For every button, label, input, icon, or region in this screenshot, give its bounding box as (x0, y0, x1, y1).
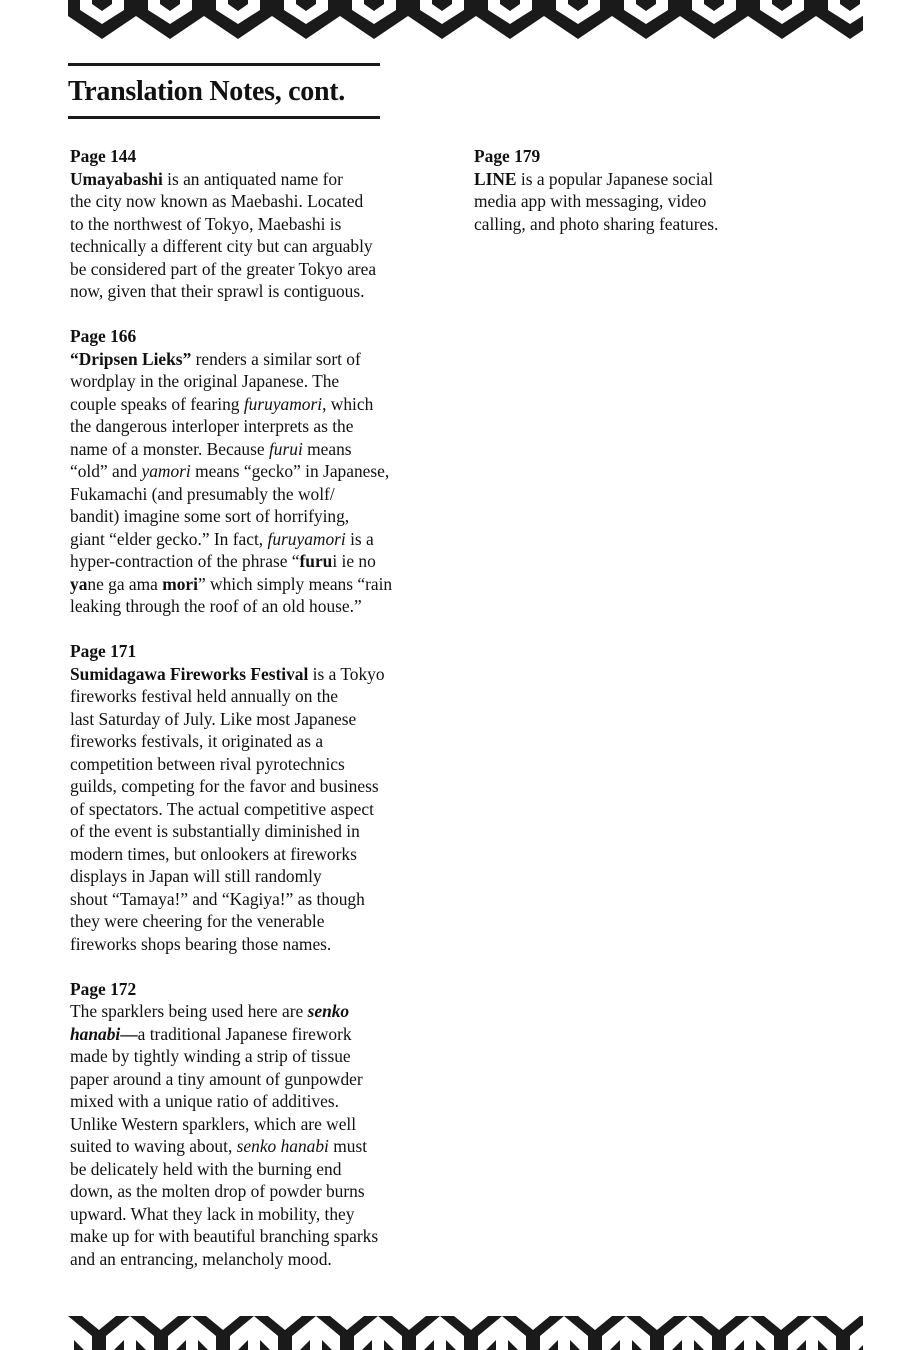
italic-term: furui (268, 438, 303, 459)
left-column (70, 145, 442, 1293)
bold-term: “Dripsen Lieks” (70, 348, 192, 369)
text-line (70, 820, 442, 843)
text-run: is an antiquated name for (162, 168, 343, 189)
text-run: ” which simply means “rain (197, 573, 393, 594)
text-line (70, 1180, 442, 1203)
italic-term: furuyamori (267, 528, 346, 549)
text-line (70, 595, 442, 618)
text-line (70, 528, 442, 551)
text-run: is a popular Japanese social (516, 168, 714, 189)
text-run: “old” and (70, 461, 142, 481)
text-run: a traditional Japanese firework (137, 1023, 352, 1044)
text-line (70, 235, 442, 258)
text-run: be delicately held with the burning end (70, 1158, 342, 1179)
text-run: hyper-contraction of the phrase “ (70, 551, 300, 571)
text-run: bandit) imagine some sort of horrifying, (70, 506, 350, 526)
note-page-heading: Page 144 (70, 146, 137, 166)
text-run: the city now known as Maebashi. Located (70, 191, 364, 211)
text-run: The sparklers being used here are (70, 1001, 308, 1021)
text-run: guilds, competing for the favor and business (70, 776, 379, 796)
text-line (70, 1090, 442, 1113)
text-run: must (328, 1136, 368, 1156)
text-line (70, 1023, 442, 1046)
text-run: make up for with beautiful branching sparks (70, 1226, 379, 1246)
italic-term: senko hanabi (236, 1136, 329, 1156)
text-run: mixed with a unique ratio of additives. (70, 1091, 340, 1111)
text-line (70, 168, 442, 191)
text-line (70, 1248, 442, 1271)
bold-term: furu (299, 551, 333, 571)
text-line (70, 888, 442, 911)
text-run: , which (322, 393, 374, 414)
text-line (70, 933, 442, 956)
text-line (70, 1158, 442, 1181)
text-run: means “gecko” in Japanese, (190, 461, 390, 481)
bold-term: LINE (474, 168, 517, 189)
note-page-166 (70, 325, 442, 618)
right-column (474, 145, 784, 258)
bold-term: senko (307, 1001, 350, 1021)
bold-term: Umayabashi (70, 168, 163, 189)
text-line (70, 775, 442, 798)
text-line (70, 393, 442, 416)
note-body (474, 168, 784, 236)
text-run: of spectators. The actual competitive aspect (70, 798, 374, 819)
text-line (70, 190, 442, 213)
title-rule-top (68, 63, 380, 66)
note-page-heading: Page 179 (474, 146, 541, 166)
bold-term: hanabi (70, 1023, 121, 1044)
page-title: Translation Notes, cont. (68, 76, 345, 107)
text-line (474, 213, 784, 236)
text-line (70, 843, 442, 866)
text-line (70, 505, 442, 528)
text-run: they were cheering for the venerable (70, 911, 325, 931)
hexagon-pattern-band (68, 0, 863, 39)
zigzag-pattern-svg (68, 1316, 863, 1350)
text-run: the dangerous interloper interprets as the (70, 416, 354, 436)
text-run: shout “Tamaya!” and “Kagiya!” as though (70, 888, 365, 909)
text-run: made by tightly winding a strip of tissue (70, 1046, 351, 1066)
text-run: Unlike Western sparklers, which are well (70, 1113, 357, 1134)
text-run: down, as the molten drop of powder burns (70, 1181, 365, 1201)
text-line (70, 1068, 442, 1091)
note-body (70, 348, 442, 618)
text-line (70, 1203, 442, 1226)
text-line (70, 685, 442, 708)
text-line (70, 415, 442, 438)
text-line (70, 910, 442, 933)
text-run: and an entrancing, melancholy mood. (70, 1248, 332, 1269)
note-body (70, 663, 442, 956)
text-run: giant “elder gecko.” In fact, (70, 528, 268, 549)
text-run: Fukamachi (and presumably the wolf/ (70, 483, 335, 504)
title-rule-bottom (68, 116, 380, 119)
text-run: last Saturday of July. Like most Japanese (70, 708, 357, 729)
text-line (70, 730, 442, 753)
text-line (70, 280, 442, 303)
text-line (70, 550, 442, 573)
text-line (70, 1113, 442, 1136)
text-run: i ie no (332, 551, 376, 571)
text-line (70, 663, 442, 686)
hexagon-pattern-svg (68, 0, 863, 39)
text-line (474, 168, 784, 191)
text-line (70, 708, 442, 731)
text-line (70, 460, 442, 483)
text-line (70, 348, 442, 371)
text-line (70, 1000, 442, 1023)
text-run: modern times, but onlookers at fireworks (70, 843, 357, 864)
bold-term: mori (162, 573, 198, 594)
text-line (70, 865, 442, 888)
text-run: suited to waving about, (70, 1136, 237, 1156)
title-block (68, 63, 380, 119)
bold-term: Sumidagawa Fireworks Festival (70, 663, 309, 684)
note-page-heading: Page 172 (70, 978, 137, 999)
bold-term: ya (70, 573, 88, 594)
note-page-heading: Page 166 (70, 326, 137, 346)
note-body (70, 168, 442, 303)
text-run: competition between rival pyrotechnics (70, 753, 345, 774)
text-run: displays in Japan will still randomly (70, 866, 322, 886)
text-run: name of a monster. Because (70, 438, 269, 459)
text-run: fireworks festivals, it originated as a (70, 731, 324, 751)
text-run: ne ga ama (87, 573, 163, 594)
text-run: fireworks shops bearing those names. (70, 933, 332, 954)
text-run: paper around a tiny amount of gunpowder (70, 1068, 363, 1089)
text-line (70, 213, 442, 236)
italic-term: furuyamori (243, 393, 323, 414)
note-page-heading: Page 171 (70, 641, 137, 661)
text-line (70, 370, 442, 393)
text-run: renders a similar sort of (191, 348, 361, 369)
note-page-172 (70, 978, 442, 1271)
text-run: wordplay in the original Japanese. The (70, 371, 340, 391)
text-line (70, 483, 442, 506)
text-line (70, 1225, 442, 1248)
text-line (70, 1135, 442, 1158)
note-page-179 (474, 145, 784, 235)
bold-term: — (120, 1023, 138, 1044)
text-line (70, 1045, 442, 1068)
text-run: be considered part of the greater Tokyo area (70, 258, 377, 279)
text-run: means (302, 438, 352, 459)
text-run: to the northwest of Tokyo, Maebashi is (70, 213, 342, 234)
note-body (70, 1000, 442, 1270)
text-run: technically a different city but can arguably (70, 236, 373, 256)
text-run: couple speaks of fearing (70, 393, 244, 414)
note-page-144 (70, 145, 442, 303)
text-run: leaking through the roof of an old house.” (70, 596, 362, 616)
text-line (70, 438, 442, 461)
note-page-171 (70, 640, 442, 955)
text-line (70, 573, 442, 596)
text-run: is a Tokyo (308, 663, 385, 684)
text-run: is a (345, 528, 374, 549)
text-line (70, 753, 442, 776)
text-run: of the event is substantially diminished in (70, 821, 360, 841)
text-line (474, 190, 784, 213)
text-line (70, 258, 442, 281)
zigzag-pattern-band (68, 1316, 863, 1350)
text-run: fireworks festival held annually on the (70, 686, 339, 706)
text-run: now, given that their sprawl is contiguous. (70, 281, 365, 301)
text-run: media app with messaging, video (474, 191, 707, 211)
text-run: calling, and photo sharing features. (474, 213, 719, 234)
text-line (70, 798, 442, 821)
text-run: upward. What they lack in mobility, they (70, 1203, 355, 1224)
italic-term: yamori (141, 461, 191, 481)
